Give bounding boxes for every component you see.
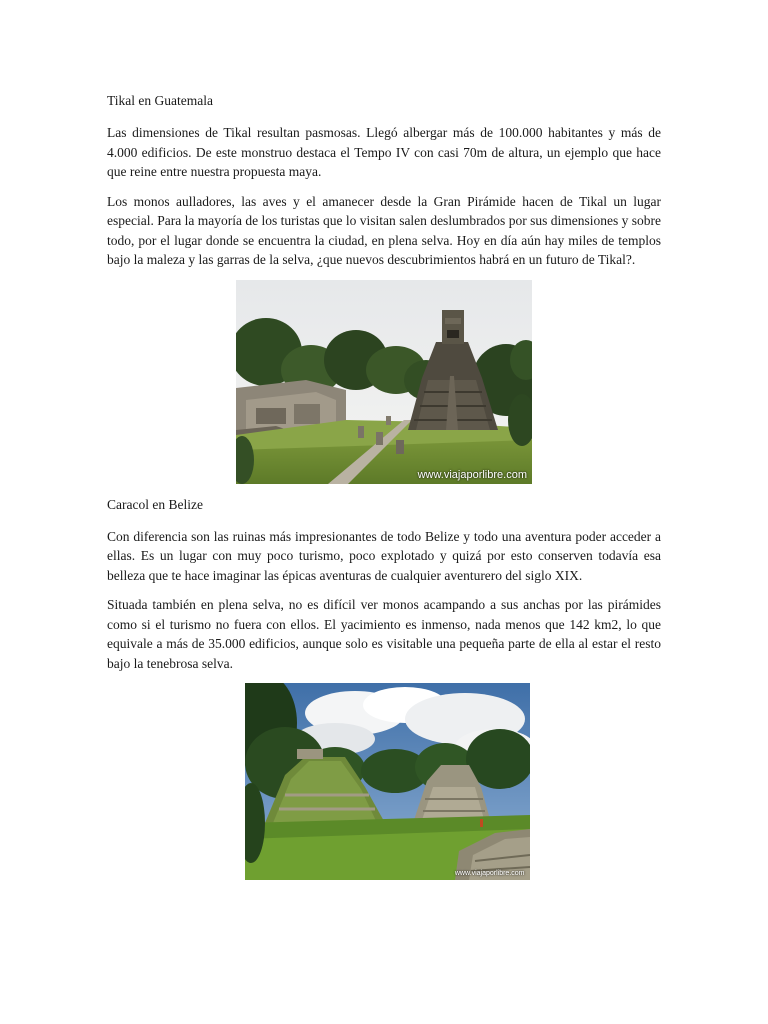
- section-heading-tikal: Tikal en Guatemala: [107, 93, 213, 108]
- caracol-ruins-photo: [245, 683, 530, 880]
- paragraph-tikal-1: Las dimensiones de Tikal resultan pasmosas. Llegó albergar más de 100.000 habitantes y más de 4.000 edificios. De este monstruo destaca el Tempo IV con casi 70m de altura, un ejemplo que hace que reine entre nuestra propuesta maya.: [107, 125, 661, 179]
- photo-watermark: www.viajaporlibre.com: [417, 468, 527, 481]
- photo-watermark: www.viajaporlibre.com: [454, 870, 525, 877]
- tikal-temple-photo: [236, 280, 532, 484]
- section-heading-caracol: Caracol en Belize: [107, 496, 203, 512]
- caracol-photo-art: [245, 683, 530, 880]
- document-body: [107, 92, 661, 880]
- paragraph-caracol-2: Situada también en plena selva, no es difícil ver monos acampando a sus anchas por las pirámides como si el turismo no fuera con ellos. El yacimiento es inmenso, nada menos que 142 km2, lo que equivale a más de 35.000 edificios, aunque solo es visitable una pequeña parte de ella al estar el resto bajo la tenebrosa selva.: [107, 597, 661, 671]
- tikal-photo-art: [236, 280, 532, 484]
- paragraph-tikal-2: Los monos aulladores, las aves y el amanecer desde la Gran Pirámide hacen de Tikal un lugar especial. Para la mayoría de los turistas que lo visitan salen deslumbrados por sus dimensiones y sobre todo, por el lugar donde se encuentra la ciudad, en plena selva. Hoy en día aún hay miles de templos bajo la maleza y las garras de la selva, ¿que nuevos descubrimientos habrá en un futuro de Tikal?.: [107, 193, 661, 267]
- paragraph-caracol-1: Con diferencia son las ruinas más impresionantes de todo Belize y todo una aventura poder acceder a ellas. Es un lugar con muy poco turismo, poco explotado y quizá por esto conserven todavía esa belleza que te hace imaginar las épicas aventuras de cualquier aventurero del siglo XIX.: [107, 528, 661, 583]
